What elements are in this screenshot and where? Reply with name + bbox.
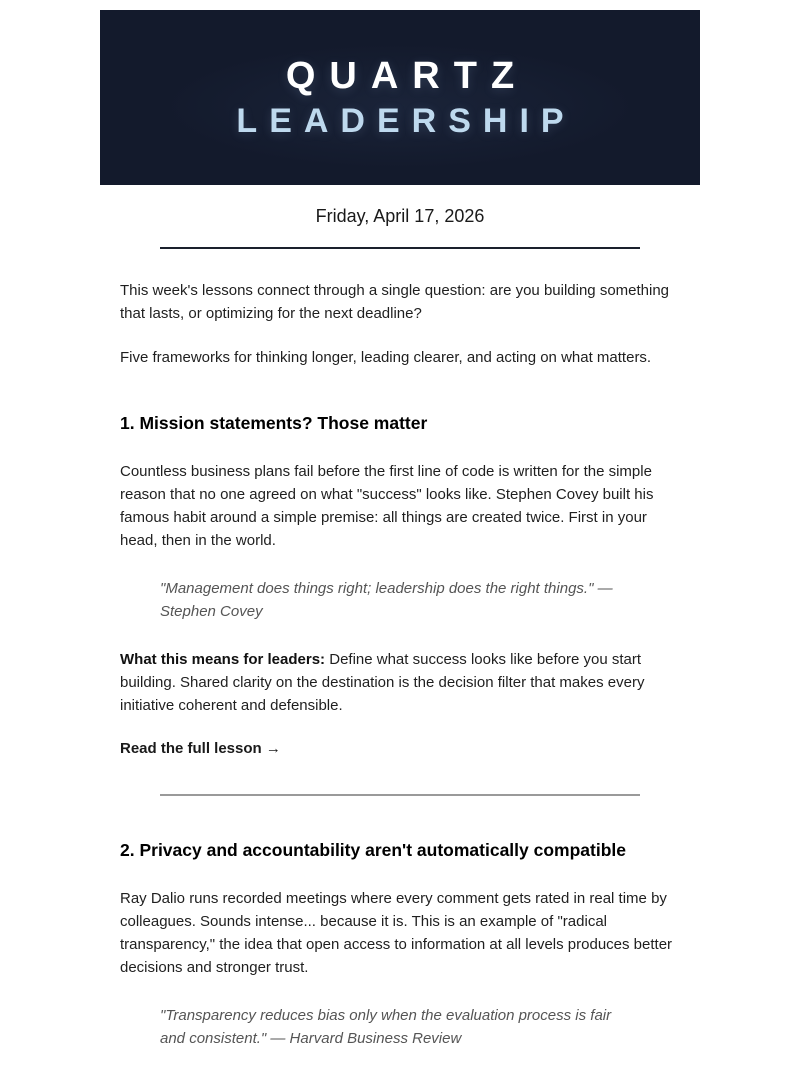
read-full-lesson-link[interactable]: Read the full lesson →: [120, 740, 281, 757]
section-1-heading: 1. Mission statements? Those matter: [120, 413, 428, 433]
takeaway-label: What this means for leaders:: [120, 651, 326, 668]
intro-paragraph-2: Five frameworks for thinking longer, leading clearer, and acting on what matters.: [120, 349, 652, 366]
takeaway-text: Define what success looks like before you start building. Shared clarity on the destination is the decision filter that makes every initiative coherent and defensible.: [120, 651, 645, 714]
brand-wordmark-leadership: LEADERSHIP: [236, 102, 576, 140]
issue-date: Friday, April 17, 2026: [315, 206, 485, 226]
section-1-body: Countless business plans fail before the first line of code is written for the simple reason that no one agreed on what "success" looks like. Stephen Covey built his famous habit around a simple premise: all things are created twice. First in your head, then in the world.: [120, 463, 654, 549]
section-1-pull-quote: "Management does things right; leadership does the right things." — Stephen Covey: [160, 580, 613, 620]
section-2-pull-quote: "Transparency reduces bias only when the evaluation process is fair and consistent." — Harvard Business Review: [160, 1007, 612, 1047]
newsletter-masthead: [100, 10, 700, 185]
brand-wordmark-quartz: QUARTZ: [285, 55, 529, 97]
section-2-heading: 2. Privacy and accountability aren't automatically compatible: [120, 840, 626, 860]
lesson-section-1: [120, 412, 680, 758]
section-1-takeaway: [120, 648, 680, 717]
header-divider: [160, 247, 640, 249]
intro-paragraph-1: This week's lessons connect through a single question: are you building something that lasts, or optimizing for the next deadline?: [120, 282, 670, 322]
email-container: [100, 10, 700, 1050]
lesson-section-2: [120, 839, 680, 1050]
section-divider: [160, 794, 640, 796]
section-2-body: Ray Dalio runs recorded meetings where every comment gets rated in real time by colleagues. Sounds intense... because it is. This is an example of "radical transparency," the idea that open access to information at all levels produces better decisions and stronger trust.: [120, 890, 673, 976]
email-body: [100, 279, 700, 1050]
